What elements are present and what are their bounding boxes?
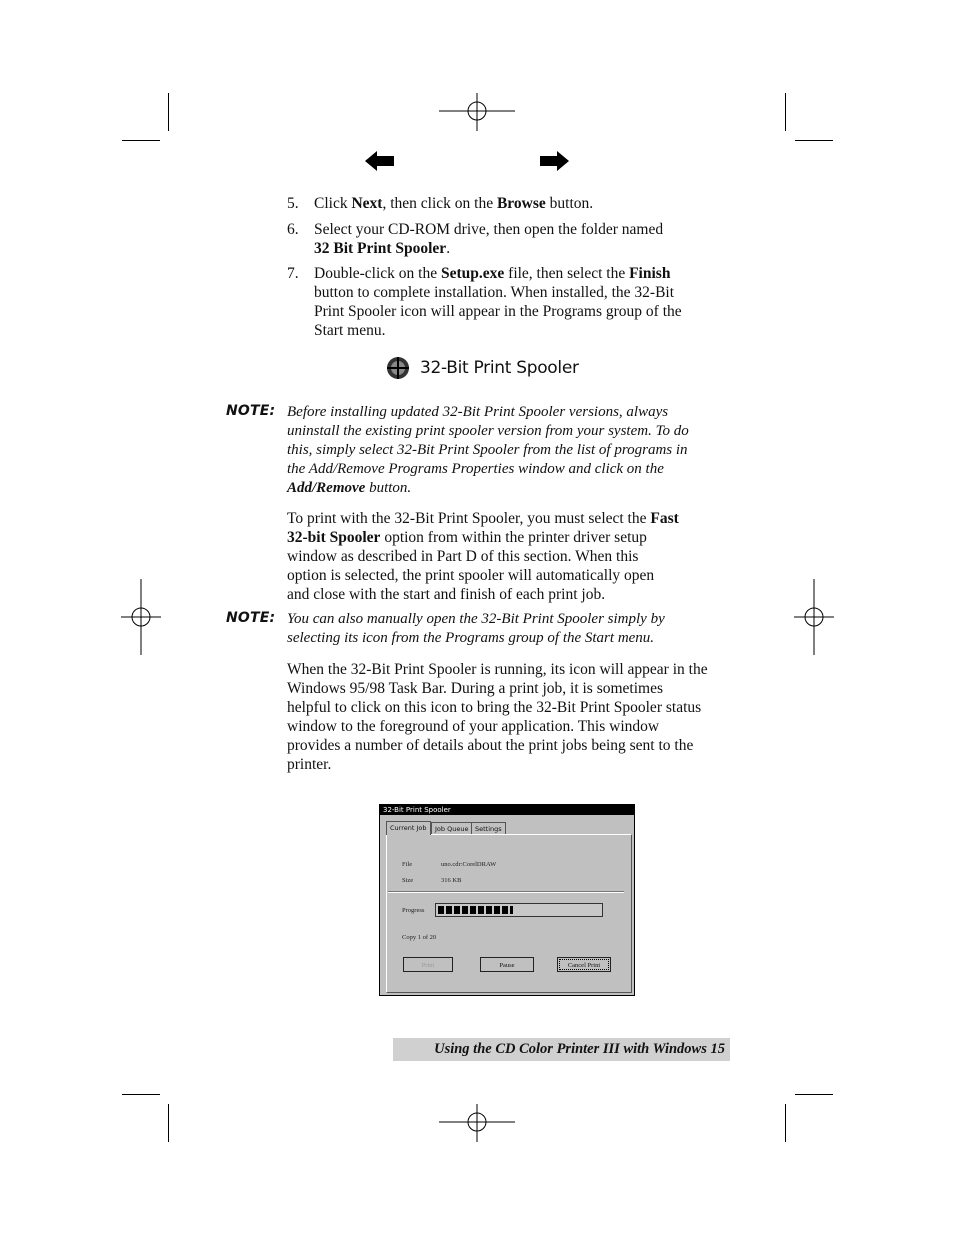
step-bold: 32 Bit Print Spooler [314, 240, 447, 257]
para-text: window as described in Part D of this section. When this [287, 548, 639, 565]
step-bold: Finish [629, 265, 671, 282]
crop-mark [168, 93, 169, 131]
spooler-program-entry [386, 355, 579, 381]
step-5 [287, 194, 737, 213]
note-line: this, simply select 32-Bit Print Spooler from the list of programs in [287, 442, 688, 458]
size-value: 316 KB [441, 877, 462, 884]
step-text: Print Spooler icon will appear in the Programs group of the [314, 303, 682, 320]
crop-mark [795, 1094, 833, 1095]
step-number: 6. [287, 221, 299, 238]
para-text: helpful to click on this icon to bring the 32-Bit Print Spooler status [287, 699, 702, 716]
crop-mark [122, 1094, 160, 1095]
size-label: Size [402, 877, 414, 884]
page-footer: Using the CD Color Printer III with Windows 15 [393, 1038, 730, 1061]
print-spooler-icon [386, 356, 410, 380]
note-bold: Add/Remove [287, 480, 366, 496]
registration-mark-icon [103, 579, 179, 655]
crop-mark [122, 140, 160, 141]
step-text: button to complete installation. When installed, the 32-Bit [314, 284, 675, 301]
file-label: File [402, 861, 413, 868]
crop-mark [785, 1104, 786, 1142]
step-bold: Next [351, 195, 383, 212]
crop-mark [795, 140, 833, 141]
progress-fill [438, 906, 513, 914]
para-text: To print with the 32-Bit Print Spooler, you must select the [287, 510, 651, 527]
step-text: Start menu. [314, 322, 386, 339]
step-number: 7. [287, 265, 299, 282]
cancel-print-button[interactable]: Cancel Print [557, 957, 611, 972]
step-number: 5. [287, 195, 299, 212]
note-label: NOTE: [226, 610, 276, 626]
note-label: NOTE: [226, 403, 276, 419]
para-text: printer. [287, 756, 332, 773]
step-text: . [446, 240, 451, 257]
dialog-divider [388, 891, 624, 893]
note-1 [287, 403, 727, 498]
progress-label: Progress [402, 907, 425, 914]
note-2 [287, 610, 727, 648]
file-value: uno.cdr:CorelDRAW [441, 861, 497, 868]
step-text: Double-click on the [314, 265, 441, 282]
para-text: window to the foreground of your application. This window [287, 718, 660, 735]
note-line: selecting its icon from the Programs group of the Start menu. [287, 630, 655, 646]
step-text: button. [545, 195, 594, 212]
para-bold: Fast [650, 510, 679, 527]
tab-job-queue[interactable]: Job Queue [431, 822, 472, 835]
note-line: button. [365, 480, 412, 496]
tab-settings[interactable]: Settings [471, 822, 506, 835]
crop-mark [168, 1104, 169, 1142]
crop-mark [785, 93, 786, 131]
previous-page-arrow-icon[interactable] [365, 151, 395, 171]
progress-bar [435, 903, 603, 917]
note-line: Before installing updated 32-Bit Print Spooler versions, always [287, 404, 669, 420]
step-bold: Browse [496, 195, 546, 212]
registration-mark-icon [776, 579, 852, 655]
step-6 [287, 220, 737, 258]
paragraph-spooler-option [287, 509, 733, 604]
para-text: option from within the printer driver setup [380, 529, 647, 546]
pause-button[interactable]: Pause [480, 957, 534, 972]
para-text: Windows 95/98 Task Bar. During a print job, it is sometimes [287, 680, 664, 697]
note-line: uninstall the existing print spooler version from your system. To do [287, 423, 689, 439]
copy-count: Copy 1 of 20 [402, 934, 437, 941]
para-bold: 32-bit Spooler [287, 529, 381, 546]
spooler-icon-label: 32-Bit Print Spooler [420, 358, 579, 378]
paragraph-taskbar-icon [287, 660, 733, 774]
note-line: You can also manually open the 32-Bit Print Spooler simply by [287, 611, 665, 627]
para-text: When the 32-Bit Print Spooler is running, its icon will appear in the [287, 661, 708, 678]
print-button[interactable]: Print [403, 957, 453, 972]
registration-mark-icon [439, 73, 515, 149]
note-line: the Add/Remove Programs Properties window and click on the [287, 461, 664, 477]
next-page-arrow-icon[interactable] [539, 151, 569, 171]
para-text: option is selected, the print spooler will automatically open [287, 567, 655, 584]
tab-current-job[interactable]: Current Job [386, 821, 431, 835]
step-bold: Setup.exe [440, 265, 505, 282]
step-text: file, then select the [504, 265, 630, 282]
step-text: Click [314, 195, 352, 212]
para-text: and close with the start and finish of each print job. [287, 586, 606, 603]
para-text: provides a number of details about the print jobs being sent to the [287, 737, 694, 754]
dialog-title-bar: 32-Bit Print Spooler [380, 805, 634, 815]
step-text: , then click on the [382, 195, 497, 212]
registration-mark-icon [439, 1084, 515, 1160]
step-text: Select your CD-ROM drive, then open the folder named [314, 221, 664, 238]
step-7 [287, 264, 737, 340]
